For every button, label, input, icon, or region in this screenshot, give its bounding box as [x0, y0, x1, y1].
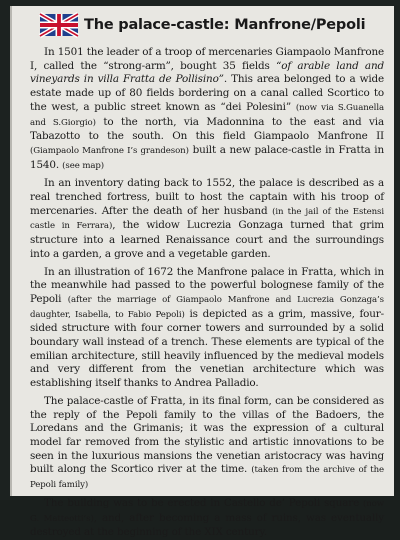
union-jack-flag-icon: [40, 14, 78, 36]
paragraph-1: [30, 46, 384, 173]
text-run-small: (taken from the archive of the Pepoli family): [30, 465, 384, 491]
article-body: [30, 46, 384, 540]
text-run-italic: “of arable land and vineyards in villa Fratta de Pollisino”: [30, 59, 384, 86]
text-run: In an inventory dating back to 1552, the palace is described as a real trenched fortress, built to host the captain with his troop of mercenaries. After the death of her husband: [30, 177, 384, 217]
text-run: The building was to be erected in Castello de’ Pepoli square: [44, 496, 363, 509]
information-panel: [10, 6, 394, 539]
text-run: In 1501 the leader of a troop of mercenaries Giampaolo Manfrone I, called the “strong-arm”, bought 35 fields: [30, 46, 384, 72]
text-run: . This area belonged to a wide estate made up of 80 fields bordering on a canal called Scortico to the west, a public street known as “dei Polesini”: [30, 73, 384, 113]
text-run-small: (see map): [62, 160, 105, 171]
paragraph-4: [30, 395, 384, 493]
text-run-small: (now via S.Guanella and S.Giorgio): [30, 102, 384, 128]
text-run: built a new palace-castle in Fratta in 1540.: [30, 143, 384, 171]
paragraph-3: [30, 266, 384, 391]
text-run-small: (now G. Matteotti’s): [30, 498, 384, 524]
page-title: The palace-castle: Manfrone/Pepoli: [84, 17, 366, 33]
text-run: In an illustration of 1672 the Manfrone palace in Fratta, which in the meanwhile had passed to the powerful bolognese family of the Pepoli: [30, 265, 384, 305]
panel-header: [40, 14, 365, 36]
text-run-small: (after the marriage of Giampaolo Manfrone and Lucrezia Gonzaga’s daughter, Isabella, to Fabio Pepoli): [30, 294, 384, 320]
text-run: , and, after becoming a mass of ruins, was eventually destroyed at the beginning of the XIX century.: [30, 511, 384, 539]
text-run: is depicted as a grim, massive, four-sided structure with four corner towers and surrounded by a solid boundary wall instead of a trench. These elements are typical of the emilian architecture, still heavily influenced by the medieval models and very different from the venetian architecture which was establishing itself thanks to Andrea Palladio.: [30, 307, 384, 390]
paragraph-2: [30, 177, 384, 261]
text-run-small: (in the jail of the Estensi castle in Ferrara): [30, 206, 384, 232]
text-run-small: (Giampaolo Manfrone I’s grandeson): [30, 145, 189, 156]
text-run: , the widow Lucrezia Gonzaga turned that grim structure into a learned Renaissance court and the surroundings into a garden, a grove and a vegetable garden.: [30, 219, 384, 260]
paragraph-5: [30, 497, 384, 540]
text-run: The palace-castle of Fratta, in its final form, can be considered as the reply of the Pepoli family to the villas of the Badoers, the Loredans and the Grimanis; it was the expression of a cultural model far removed from the stylistic and artistic innovations to be seen in the luxurious mansions the venetian aristocracy was having built along the Scortico river at the time.: [30, 394, 384, 476]
text-run: to the north, via Madonnina to the east and via Tabazotto to the south. On this field Giampaolo Manfrone II: [30, 115, 384, 143]
